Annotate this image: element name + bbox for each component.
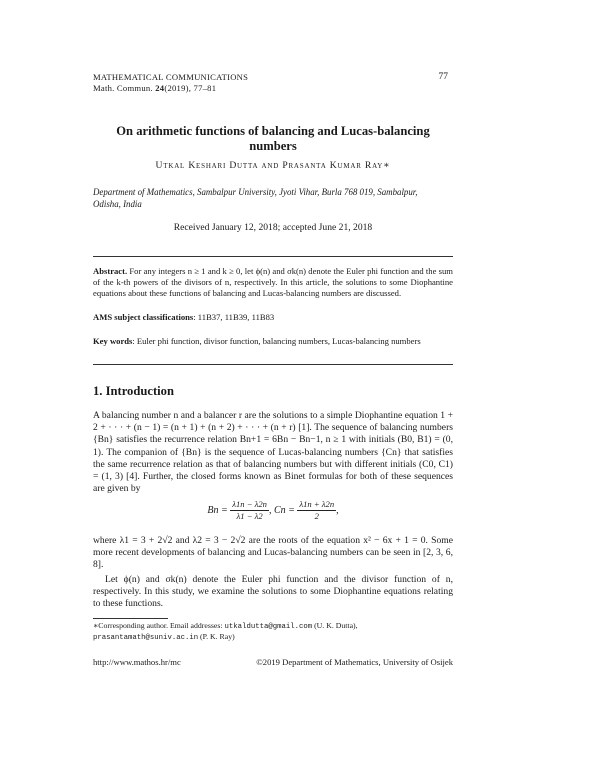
eq-end: , xyxy=(336,504,339,516)
footnote-rule xyxy=(93,618,168,619)
footer-copyright: ©2019 Department of Mathematics, University of Osijek xyxy=(256,657,453,667)
abstract-label: Abstract. xyxy=(93,266,128,276)
paper-title: On arithmetic functions of balancing and Lucas-balancing numbers xyxy=(116,124,430,153)
b-fraction xyxy=(230,499,269,522)
c-denominator: 2 xyxy=(314,511,319,521)
email-2[interactable]: prasantamath@suniv.ac.in xyxy=(93,634,199,642)
received-dates: Received January 12, 2018; accepted June 21, 2018 xyxy=(173,222,373,233)
ams-text: : 11B37, 11B39, 11B83 xyxy=(193,312,275,322)
b-denominator: λ1 − λ2 xyxy=(236,511,263,521)
footnote-name-2: (P. K. Ray) xyxy=(198,632,235,641)
ams-classification xyxy=(93,312,453,322)
c-numerator: λ1n + λ2n xyxy=(299,499,335,509)
email-1[interactable]: utkaldutta@gmail.com xyxy=(224,623,313,631)
affiliation: Department of Mathematics, Sambalpur University, Jyoti Vihar, Burla 768 019, Sambalpur, Odisha, India xyxy=(93,187,418,209)
journal-name: MATHEMATICAL COMMUNICATIONS xyxy=(93,72,249,82)
keywords xyxy=(93,336,453,347)
ams-label: AMS subject classifications xyxy=(93,312,194,322)
footnote xyxy=(93,621,453,643)
footnote-prefix: ∗Corresponding author. Email addresses: xyxy=(93,621,225,630)
top-rule xyxy=(93,256,453,257)
intro-paragraph-1: A balancing number n and a balancer r are the solutions to a simple Diophantine equation 1 + 2 + · · · + (n − 1) = (n + 1) + (n + 2) + · · · + (n + r) [1]. The sequence of balancing numbers {Bn} satisfies the recurrence relation Bn+1 = 6Bn − Bn−1, n ≥ 1 with initials (B0, B1) = (0, 1). The companion of {Bn} is the sequence of Lucas-balancing numbers {Cn} that satisfies the same recurrence relation as that of balancing numbers but with different initials (C0, C1) = (1, 3) [4]. Further, the closed forms known as Binet formulas for both of these sequences are given by xyxy=(93,410,453,495)
abstract xyxy=(93,266,453,299)
b-numerator: λ1n − λ2n xyxy=(232,499,267,509)
journal-citation: Math. Commun. 24(2019), 77–81 xyxy=(93,82,217,93)
page-number: 77 xyxy=(438,72,448,82)
keywords-label: Key words xyxy=(93,336,133,346)
footnote-name-1: (U. K. Dutta), xyxy=(312,621,358,630)
journal-header xyxy=(93,72,248,93)
eq-separator: , xyxy=(268,504,274,516)
bottom-rule xyxy=(93,364,453,365)
footer-url[interactable]: http://www.mathos.hr/mc xyxy=(93,657,181,667)
b-lhs: Bn = xyxy=(207,504,228,516)
keywords-text: : Euler phi function, divisor function, balancing numbers, Lucas-balancing numbers xyxy=(132,336,421,346)
abstract-text: For any integers n ≥ 1 and k ≥ 0, let ϕ(n) and σk(n) denote the Euler phi function and the sum of the k-th powers of the divisors of n, respectively. In this article, the solutions to some Diophantine equations about these functions of balancing and Lucas-balancing numbers are discussed. xyxy=(93,266,453,298)
intro-paragraph-2: where λ1 = 3 + 2√2 and λ2 = 3 − 2√2 are the roots of the equation x² − 6x + 1 = 0. Some more recent developments of balancing and Lucas-balancing numbers can be seen in [2, 3, 6, 8]. xyxy=(93,535,453,571)
binet-equation xyxy=(93,499,453,529)
paper-authors: Utkal Keshari Dutta and Prasanta Kumar Ray∗ xyxy=(155,160,391,171)
section-heading: 1. Introduction xyxy=(93,384,174,398)
intro-paragraph-3: Let ϕ(n) and σk(n) denote the Euler phi function and the divisor function of n, respectively. In this study, we examine the solutions to some Diophantine equations relating to these functions. xyxy=(93,574,453,610)
c-fraction xyxy=(297,499,336,522)
c-lhs: Cn = xyxy=(273,504,295,516)
